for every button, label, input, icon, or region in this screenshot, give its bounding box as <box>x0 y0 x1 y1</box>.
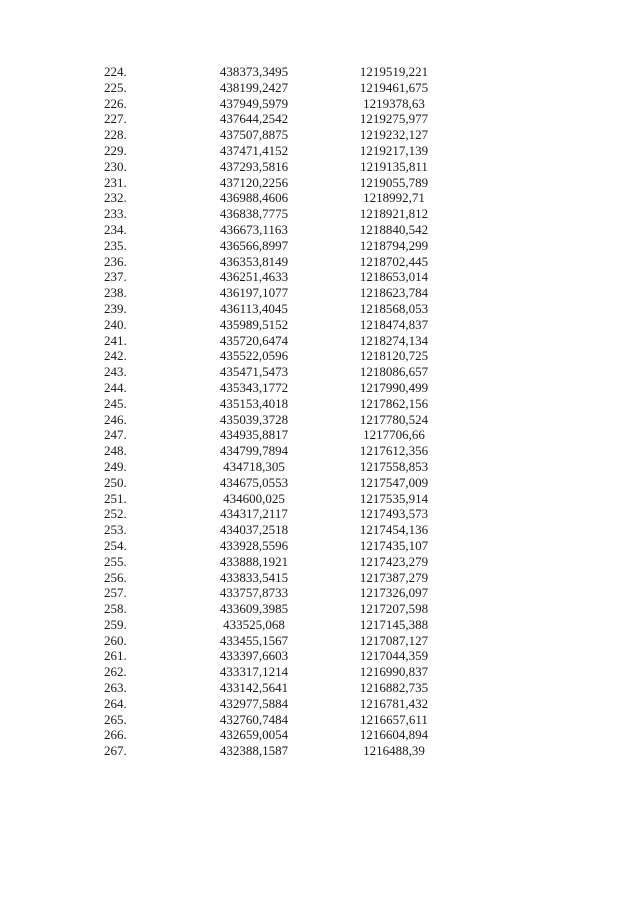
x-coordinate: 432659,0054 <box>219 727 289 743</box>
table-row <box>100 664 460 680</box>
x-coordinate: 437644,2542 <box>219 111 289 127</box>
x-coordinate: 433609,3985 <box>219 601 289 617</box>
table-row <box>100 317 460 333</box>
point-number: 255. <box>104 553 127 569</box>
x-coordinate: 433757,8733 <box>219 585 289 601</box>
point-number: 243. <box>104 364 127 380</box>
x-coordinate: 434675,0553 <box>219 474 289 490</box>
y-coordinate: 1217423,279 <box>359 553 429 569</box>
x-coordinate: 436353,8149 <box>219 253 289 269</box>
x-coordinate: 435039,3728 <box>219 411 289 427</box>
y-coordinate: 1217547,009 <box>359 474 429 490</box>
x-coordinate: 433455,1567 <box>219 632 289 648</box>
point-number: 227. <box>104 111 127 127</box>
y-coordinate: 1217780,524 <box>359 411 429 427</box>
y-coordinate: 1217435,107 <box>359 537 429 553</box>
table-row <box>100 159 460 175</box>
point-number: 245. <box>104 395 127 411</box>
table-row <box>100 412 460 428</box>
point-number: 231. <box>104 174 127 190</box>
y-coordinate: 1219461,675 <box>359 79 429 95</box>
x-coordinate: 434718,305 <box>223 458 285 474</box>
point-number: 235. <box>104 237 127 253</box>
table-row <box>100 348 460 364</box>
point-number: 236. <box>104 253 127 269</box>
y-coordinate: 1219232,127 <box>359 127 429 143</box>
point-number: 257. <box>104 585 127 601</box>
y-coordinate: 1217145,388 <box>359 616 429 632</box>
table-row <box>100 111 460 127</box>
point-number: 246. <box>104 411 127 427</box>
table-row <box>100 396 460 412</box>
point-number: 228. <box>104 127 127 143</box>
y-coordinate: 1217493,573 <box>359 506 429 522</box>
point-number: 251. <box>104 490 127 506</box>
table-row <box>100 190 460 206</box>
table-row <box>100 743 460 759</box>
x-coordinate: 435343,1772 <box>219 379 289 395</box>
y-coordinate: 1218568,053 <box>359 300 429 316</box>
table-row <box>100 601 460 617</box>
point-number: 252. <box>104 506 127 522</box>
point-number: 264. <box>104 695 127 711</box>
y-coordinate: 1217990,499 <box>359 379 429 395</box>
x-coordinate: 435471,5473 <box>219 364 289 380</box>
y-coordinate: 1217612,356 <box>359 443 429 459</box>
x-coordinate: 438199,2427 <box>219 79 289 95</box>
table-row <box>100 506 460 522</box>
point-number: 253. <box>104 522 127 538</box>
y-coordinate: 1217087,127 <box>359 632 429 648</box>
table-row <box>100 554 460 570</box>
point-number: 267. <box>104 743 127 759</box>
table-row <box>100 570 460 586</box>
y-coordinate: 1218120,725 <box>359 348 429 364</box>
table-row <box>100 222 460 238</box>
y-coordinate: 1219055,789 <box>359 174 429 190</box>
table-row <box>100 427 460 443</box>
x-coordinate: 433888,1921 <box>219 553 289 569</box>
point-number: 232. <box>104 190 127 206</box>
y-coordinate: 1216882,735 <box>359 680 429 696</box>
x-coordinate: 435720,6474 <box>219 332 289 348</box>
table-row <box>100 633 460 649</box>
y-coordinate: 1216990,837 <box>359 664 429 680</box>
table-row <box>100 254 460 270</box>
y-coordinate: 1217706,66 <box>363 427 425 443</box>
y-coordinate: 1219519,221 <box>359 64 429 79</box>
x-coordinate: 437293,5816 <box>219 158 289 174</box>
table-row <box>100 475 460 491</box>
x-coordinate: 435522,0596 <box>219 348 289 364</box>
table-row <box>100 585 460 601</box>
point-number: 237. <box>104 269 127 285</box>
point-number: 260. <box>104 632 127 648</box>
table-row <box>100 712 460 728</box>
y-coordinate: 1219217,139 <box>359 142 429 158</box>
x-coordinate: 432760,7484 <box>219 711 289 727</box>
x-coordinate: 434317,2117 <box>220 506 288 522</box>
x-coordinate: 436838,7775 <box>219 206 289 222</box>
x-coordinate: 434600,025 <box>223 490 285 506</box>
point-number: 259. <box>104 616 127 632</box>
y-coordinate: 1218702,445 <box>359 253 429 269</box>
x-coordinate: 433928,5596 <box>219 537 289 553</box>
table-row <box>100 80 460 96</box>
table-row <box>100 696 460 712</box>
table-row <box>100 522 460 538</box>
y-coordinate: 1217862,156 <box>359 395 429 411</box>
point-number: 233. <box>104 206 127 222</box>
y-coordinate: 1219275,977 <box>359 111 429 127</box>
x-coordinate: 436113,4045 <box>220 300 288 316</box>
table-row <box>100 96 460 112</box>
point-number: 266. <box>104 727 127 743</box>
point-number: 261. <box>104 648 127 664</box>
y-coordinate: 1217387,279 <box>359 569 429 585</box>
point-number: 262. <box>104 664 127 680</box>
y-coordinate: 1217044,359 <box>359 648 429 664</box>
coordinate-table <box>100 64 460 759</box>
point-number: 224. <box>104 64 127 79</box>
table-row <box>100 64 460 80</box>
y-coordinate: 1217535,914 <box>359 490 429 506</box>
y-coordinate: 1217207,598 <box>359 601 429 617</box>
y-coordinate: 1218086,657 <box>359 364 429 380</box>
point-number: 263. <box>104 680 127 696</box>
x-coordinate: 435153,4018 <box>219 395 289 411</box>
x-coordinate: 435989,5152 <box>219 316 289 332</box>
table-row <box>100 538 460 554</box>
y-coordinate: 1217454,136 <box>359 522 429 538</box>
y-coordinate: 1218794,299 <box>359 237 429 253</box>
y-coordinate: 1216657,611 <box>360 711 428 727</box>
x-coordinate: 434935,8817 <box>219 427 289 443</box>
point-number: 258. <box>104 601 127 617</box>
x-coordinate: 432388,1587 <box>219 743 289 759</box>
table-row <box>100 127 460 143</box>
x-coordinate: 437471,4152 <box>219 142 289 158</box>
x-coordinate: 434799,7894 <box>219 443 289 459</box>
y-coordinate: 1219135,811 <box>360 158 428 174</box>
y-coordinate: 1216604,894 <box>359 727 429 743</box>
table-row <box>100 491 460 507</box>
y-coordinate: 1218653,014 <box>359 269 429 285</box>
x-coordinate: 433397,6603 <box>219 648 289 664</box>
table-row <box>100 443 460 459</box>
table-row <box>100 143 460 159</box>
x-coordinate: 436566,8997 <box>219 237 289 253</box>
point-number: 248. <box>104 443 127 459</box>
table-row <box>100 238 460 254</box>
x-coordinate: 433833,5415 <box>219 569 289 585</box>
x-coordinate: 434037,2518 <box>219 522 289 538</box>
point-number: 240. <box>104 316 127 332</box>
x-coordinate: 433525,068 <box>223 616 285 632</box>
x-coordinate: 433317,1214 <box>219 664 289 680</box>
table-row <box>100 206 460 222</box>
point-number: 254. <box>104 537 127 553</box>
point-number: 225. <box>104 79 127 95</box>
y-coordinate: 1218840,542 <box>359 221 429 237</box>
table-row <box>100 269 460 285</box>
table-row <box>100 459 460 475</box>
table-row <box>100 301 460 317</box>
y-coordinate: 1217558,853 <box>359 458 429 474</box>
x-coordinate: 436197,1077 <box>219 285 289 301</box>
y-coordinate: 1218623,784 <box>359 285 429 301</box>
y-coordinate: 1218992,71 <box>363 190 425 206</box>
x-coordinate: 437949,5979 <box>219 95 289 111</box>
table-row <box>100 617 460 633</box>
x-coordinate: 437120,2256 <box>219 174 289 190</box>
point-number: 256. <box>104 569 127 585</box>
point-number: 244. <box>104 379 127 395</box>
x-coordinate: 436673,1163 <box>220 221 288 237</box>
table-row <box>100 285 460 301</box>
point-number: 226. <box>104 95 127 111</box>
point-number: 265. <box>104 711 127 727</box>
x-coordinate: 438373,3495 <box>219 64 289 79</box>
y-coordinate: 1216488,39 <box>363 743 425 759</box>
x-coordinate: 436251,4633 <box>219 269 289 285</box>
table-row <box>100 648 460 664</box>
point-number: 247. <box>104 427 127 443</box>
y-coordinate: 1217326,097 <box>359 585 429 601</box>
table-row <box>100 380 460 396</box>
point-number: 239. <box>104 300 127 316</box>
table-row <box>100 680 460 696</box>
point-number: 229. <box>104 142 127 158</box>
point-number: 241. <box>104 332 127 348</box>
y-coordinate: 1218474,837 <box>359 316 429 332</box>
table-row <box>100 175 460 191</box>
point-number: 230. <box>104 158 127 174</box>
x-coordinate: 437507,8875 <box>219 127 289 143</box>
y-coordinate: 1219378,63 <box>363 95 425 111</box>
point-number: 234. <box>104 221 127 237</box>
y-coordinate: 1218274,134 <box>359 332 429 348</box>
x-coordinate: 433142,5641 <box>219 680 289 696</box>
y-coordinate: 1218921,812 <box>359 206 429 222</box>
point-number: 250. <box>104 474 127 490</box>
x-coordinate: 436988,4606 <box>219 190 289 206</box>
point-number: 242. <box>104 348 127 364</box>
x-coordinate: 432977,5884 <box>219 695 289 711</box>
table-row <box>100 727 460 743</box>
table-row <box>100 364 460 380</box>
y-coordinate: 1216781,432 <box>359 695 429 711</box>
table-row <box>100 333 460 349</box>
point-number: 238. <box>104 285 127 301</box>
point-number: 249. <box>104 458 127 474</box>
